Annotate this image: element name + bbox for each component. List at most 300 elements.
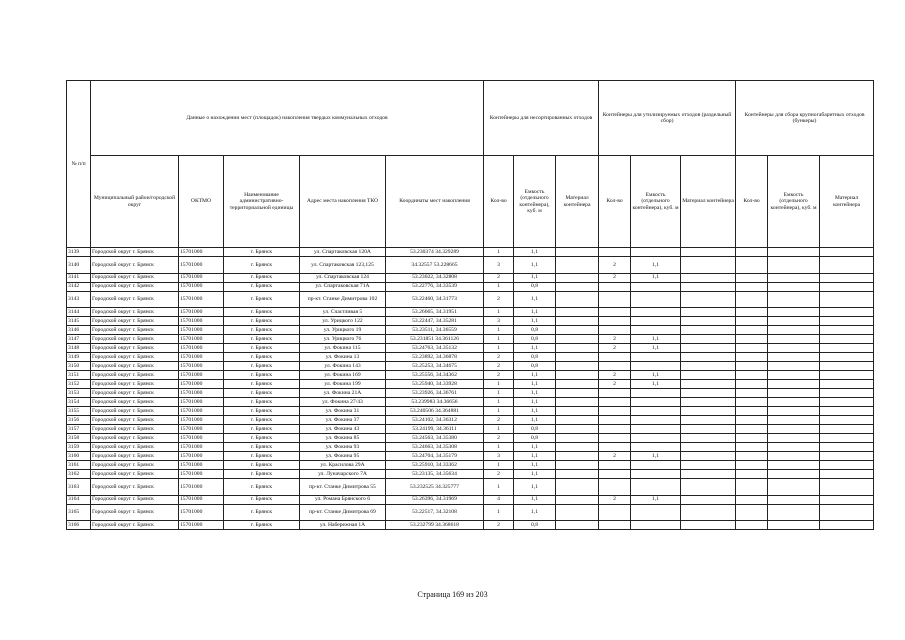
admin-unit-cell: г. Брянск [224,291,300,308]
capacity-unsorted-cell: 0,8 [514,425,556,434]
capacity-bulky-cell [768,291,820,308]
address-cell: ул. Фокина 169 [300,371,386,380]
capacity-recyclable-cell [631,434,681,443]
material-unsorted-cell [556,425,599,434]
row-number: 3145 [67,317,91,326]
coords-cell: 53.22447, 34.35281 [386,317,484,326]
count-recyclable-cell: 2 [599,273,631,282]
table-row [67,521,874,530]
oktmo-cell: 15701000 [179,470,224,479]
capacity-recyclable-cell [631,398,681,407]
capacity-recyclable-cell [631,521,681,530]
coords-cell: 53.240506 34.364881 [386,407,484,416]
address-cell: ул. Фокина 31 [300,407,386,416]
address-cell: ул. Фокина 27/43 [300,398,386,407]
material-bulky-cell [820,398,874,407]
material-bulky-cell [820,335,874,344]
count-bulky-cell [736,326,768,335]
material-recyclable-cell [681,389,736,398]
capacity-recyclable-cell: 1,1 [631,380,681,389]
material-recyclable-cell [681,257,736,274]
header-material-bulky: Материал контейнера [820,156,874,248]
capacity-bulky-cell [768,443,820,452]
material-recyclable-cell [681,461,736,470]
material-unsorted-cell [556,504,599,521]
table-row [67,335,874,344]
capacity-unsorted-cell: 1,1 [514,291,556,308]
table-row [67,504,874,521]
capacity-bulky-cell [768,407,820,416]
material-bulky-cell [820,308,874,317]
admin-unit-cell: г. Брянск [224,353,300,362]
count-bulky-cell [736,504,768,521]
count-recyclable-cell [599,407,631,416]
table-row [67,452,874,461]
material-unsorted-cell [556,248,599,257]
address-cell: ул. Фокина 37 [300,416,386,425]
row-number: 3150 [67,362,91,371]
count-bulky-cell [736,257,768,274]
table-row [67,291,874,308]
municipality-cell: Городской округ г. Брянск [91,452,179,461]
row-number: 3161 [67,461,91,470]
address-cell: ул. Набережная 1А [300,521,386,530]
address-cell: ул. Спартаковская 124 [300,273,386,282]
capacity-recyclable-cell [631,308,681,317]
material-unsorted-cell [556,416,599,425]
material-unsorted-cell [556,398,599,407]
municipality-cell: Городской округ г. Брянск [91,317,179,326]
capacity-unsorted-cell: 0,8 [514,353,556,362]
capacity-recyclable-cell: 1,1 [631,452,681,461]
admin-unit-cell: г. Брянск [224,380,300,389]
count-unsorted-cell: 3 [484,257,514,274]
admin-unit-cell: г. Брянск [224,434,300,443]
material-recyclable-cell [681,291,736,308]
municipality-cell: Городской округ г. Брянск [91,257,179,274]
capacity-recyclable-cell [631,389,681,398]
table-row [67,389,874,398]
address-cell: пр-кт. Станке Димитрова 69 [300,504,386,521]
row-number: 3164 [67,495,91,504]
count-recyclable-cell [599,425,631,434]
material-bulky-cell [820,317,874,326]
capacity-recyclable-cell [631,362,681,371]
count-bulky-cell [736,282,768,291]
capacity-unsorted-cell: 1,1 [514,308,556,317]
count-recyclable-cell: 2 [599,495,631,504]
row-number: 3155 [67,407,91,416]
address-cell: ул. Фокина 85 [300,434,386,443]
municipality-cell: Городской округ г. Брянск [91,407,179,416]
municipality-cell: Городской округ г. Брянск [91,434,179,443]
count-unsorted-cell: 2 [484,362,514,371]
count-unsorted-cell: 1 [484,398,514,407]
capacity-unsorted-cell: 1,1 [514,504,556,521]
count-bulky-cell [736,353,768,362]
count-unsorted-cell: 1 [484,425,514,434]
capacity-recyclable-cell [631,407,681,416]
count-recyclable-cell [599,308,631,317]
count-recyclable-cell [599,398,631,407]
capacity-recyclable-cell [631,291,681,308]
coords-cell: 53.24704, 34.35179 [386,452,484,461]
row-number: 3154 [67,398,91,407]
material-recyclable-cell [681,434,736,443]
capacity-unsorted-cell: 1,1 [514,416,556,425]
capacity-bulky-cell [768,416,820,425]
row-number: 3152 [67,380,91,389]
capacity-recyclable-cell [631,461,681,470]
coords-cell: 53.25253, 34.34675 [386,362,484,371]
oktmo-cell: 15701000 [179,362,224,371]
row-number: 3143 [67,291,91,308]
material-recyclable-cell [681,308,736,317]
count-bulky-cell [736,291,768,308]
capacity-recyclable-cell [631,425,681,434]
count-recyclable-cell [599,434,631,443]
admin-unit-cell: г. Брянск [224,479,300,496]
count-unsorted-cell: 1 [484,326,514,335]
oktmo-cell: 15701000 [179,380,224,389]
capacity-unsorted-cell: 1,1 [514,371,556,380]
count-unsorted-cell: 2 [484,371,514,380]
row-number: 3140 [67,257,91,274]
capacity-recyclable-cell [631,443,681,452]
row-number: 3162 [67,470,91,479]
address-cell: ул. Фокина 115 [300,344,386,353]
capacity-recyclable-cell [631,353,681,362]
municipality-cell: Городской округ г. Брянск [91,308,179,317]
count-bulky-cell [736,443,768,452]
header-admin-unit: Наименование административно-территориальной единицы [224,156,300,248]
header-capacity-unsorted: Емкость (отдельного контейнера), куб. м [514,156,556,248]
municipality-cell: Городской округ г. Брянск [91,248,179,257]
material-bulky-cell [820,521,874,530]
count-unsorted-cell: 1 [484,335,514,344]
capacity-bulky-cell [768,452,820,461]
count-recyclable-cell [599,282,631,291]
coords-cell: 34.32557 53.228665 [386,257,484,274]
admin-unit-cell: г. Брянск [224,407,300,416]
capacity-bulky-cell [768,353,820,362]
count-unsorted-cell: 1 [484,248,514,257]
count-recyclable-cell [599,416,631,425]
capacity-recyclable-cell [631,282,681,291]
address-cell: ул. Романа Брянского 6 [300,495,386,504]
oktmo-cell: 15701000 [179,335,224,344]
capacity-recyclable-cell [631,326,681,335]
admin-unit-cell: г. Брянск [224,248,300,257]
capacity-bulky-cell [768,317,820,326]
capacity-unsorted-cell: 1,1 [514,398,556,407]
coords-cell: 53.23892, 34.36878 [386,353,484,362]
header-count-unsorted: Кол-во [484,156,514,248]
material-unsorted-cell [556,470,599,479]
oktmo-cell: 15701000 [179,371,224,380]
table-row [67,495,874,504]
address-cell: ул. Фокина 93 [300,443,386,452]
material-bulky-cell [820,407,874,416]
admin-unit-cell: г. Брянск [224,495,300,504]
material-recyclable-cell [681,344,736,353]
count-bulky-cell [736,335,768,344]
row-number: 3144 [67,308,91,317]
oktmo-cell: 15701000 [179,273,224,282]
count-recyclable-cell: 2 [599,371,631,380]
capacity-unsorted-cell: 1,1 [514,495,556,504]
material-unsorted-cell [556,291,599,308]
material-bulky-cell [820,452,874,461]
material-unsorted-cell [556,479,599,496]
admin-unit-cell: г. Брянск [224,273,300,282]
capacity-bulky-cell [768,504,820,521]
table-row [67,282,874,291]
material-recyclable-cell [681,398,736,407]
capacity-bulky-cell [768,479,820,496]
material-unsorted-cell [556,434,599,443]
coords-cell: 53.24199, 34.36111 [386,425,484,434]
material-unsorted-cell [556,308,599,317]
oktmo-cell: 15701000 [179,443,224,452]
capacity-bulky-cell [768,362,820,371]
count-recyclable-cell [599,362,631,371]
oktmo-cell: 15701000 [179,521,224,530]
row-number: 3158 [67,434,91,443]
oktmo-cell: 15701000 [179,495,224,504]
count-bulky-cell [736,317,768,326]
count-unsorted-cell: 1 [484,504,514,521]
municipality-cell: Городской округ г. Брянск [91,326,179,335]
material-unsorted-cell [556,380,599,389]
row-number: 3166 [67,521,91,530]
header-municipality: Муниципальный район/городской округ [91,156,179,248]
count-unsorted-cell: 2 [484,353,514,362]
coords-cell: 53.23022, 34.32808 [386,273,484,282]
material-recyclable-cell [681,470,736,479]
municipality-cell: Городской округ г. Брянск [91,282,179,291]
table-row [67,380,874,389]
capacity-bulky-cell [768,389,820,398]
capacity-unsorted-cell: 0,8 [514,362,556,371]
material-recyclable-cell [681,407,736,416]
capacity-bulky-cell [768,248,820,257]
coords-cell: 53.24102, 34.36312 [386,416,484,425]
material-unsorted-cell [556,389,599,398]
material-recyclable-cell [681,479,736,496]
admin-unit-cell: г. Брянск [224,389,300,398]
capacity-unsorted-cell: 1,1 [514,461,556,470]
municipality-cell: Городской округ г. Брянск [91,470,179,479]
count-bulky-cell [736,273,768,282]
table-row [67,308,874,317]
oktmo-cell: 15701000 [179,389,224,398]
capacity-recyclable-cell [631,504,681,521]
coords-cell: 53.232525 34.325777 [386,479,484,496]
header-material-unsorted: Материал контейнера [556,156,599,248]
oktmo-cell: 15701000 [179,479,224,496]
count-bulky-cell [736,461,768,470]
count-recyclable-cell: 2 [599,380,631,389]
material-unsorted-cell [556,317,599,326]
coords-cell: 53.23511, 34.36559 [386,326,484,335]
admin-unit-cell: г. Брянск [224,371,300,380]
capacity-unsorted-cell: 1,1 [514,248,556,257]
coords-cell: 53.23135, 34.35634 [386,470,484,479]
oktmo-cell: 15701000 [179,326,224,335]
capacity-unsorted-cell: 1,1 [514,273,556,282]
oktmo-cell: 15701000 [179,398,224,407]
coords-cell: 53.26665, 34.31951 [386,308,484,317]
row-number: 3160 [67,452,91,461]
count-unsorted-cell: 3 [484,452,514,461]
municipality-cell: Городской округ г. Брянск [91,495,179,504]
capacity-unsorted-cell: 1,1 [514,443,556,452]
table-row [67,371,874,380]
count-bulky-cell [736,495,768,504]
row-number: 3151 [67,371,91,380]
coords-cell: 53.230374 34.329289 [386,248,484,257]
count-recyclable-cell [599,521,631,530]
header-material-recyclable: Материал контейнера [681,156,736,248]
capacity-recyclable-cell [631,470,681,479]
address-cell: ул. Луначарского 7А [300,470,386,479]
coords-cell: 53.232799 34.368618 [386,521,484,530]
material-bulky-cell [820,362,874,371]
material-recyclable-cell [681,282,736,291]
address-cell: ул. Красилова 29А [300,461,386,470]
address-cell: ул. Фокина 199 [300,380,386,389]
header-unsorted-group: Контейнеры для несортированных отходов [484,81,599,156]
material-bulky-cell [820,380,874,389]
count-unsorted-cell: 1 [484,443,514,452]
count-recyclable-cell: 2 [599,452,631,461]
table-row [67,479,874,496]
capacity-bulky-cell [768,282,820,291]
count-recyclable-cell [599,504,631,521]
capacity-recyclable-cell [631,248,681,257]
oktmo-cell: 15701000 [179,461,224,470]
material-bulky-cell [820,389,874,398]
material-unsorted-cell [556,326,599,335]
count-bulky-cell [736,389,768,398]
oktmo-cell: 15701000 [179,344,224,353]
capacity-bulky-cell [768,335,820,344]
address-cell: ул. Фокина 95 [300,452,386,461]
capacity-unsorted-cell: 1,1 [514,479,556,496]
table-row [67,434,874,443]
material-unsorted-cell [556,371,599,380]
admin-unit-cell: г. Брянск [224,326,300,335]
count-unsorted-cell: 2 [484,521,514,530]
table-row [67,470,874,479]
header-count-bulky: Кол-во [736,156,768,248]
count-unsorted-cell: 2 [484,470,514,479]
material-recyclable-cell [681,317,736,326]
capacity-unsorted-cell: 1,1 [514,470,556,479]
row-number: 3165 [67,504,91,521]
count-unsorted-cell: 1 [484,344,514,353]
municipality-cell: Городской округ г. Брянск [91,479,179,496]
capacity-bulky-cell [768,470,820,479]
coords-cell: 53.25910, 34.33362 [386,461,484,470]
count-recyclable-cell [599,479,631,496]
table-row [67,353,874,362]
material-bulky-cell [820,470,874,479]
admin-unit-cell: г. Брянск [224,452,300,461]
count-recyclable-cell: 2 [599,335,631,344]
capacity-unsorted-cell: 1,1 [514,257,556,274]
address-cell: ул. Урицкого 76 [300,335,386,344]
municipality-cell: Городской округ г. Брянск [91,389,179,398]
material-unsorted-cell [556,521,599,530]
table-row [67,398,874,407]
capacity-bulky-cell [768,257,820,274]
count-bulky-cell [736,521,768,530]
admin-unit-cell: г. Брянск [224,470,300,479]
capacity-bulky-cell [768,326,820,335]
address-cell: ул. Урицкого 19 [300,326,386,335]
oktmo-cell: 15701000 [179,317,224,326]
material-bulky-cell [820,504,874,521]
admin-unit-cell: г. Брянск [224,425,300,434]
oktmo-cell: 15701000 [179,257,224,274]
admin-unit-cell: г. Брянск [224,398,300,407]
oktmo-cell: 15701000 [179,282,224,291]
capacity-bulky-cell [768,380,820,389]
capacity-recyclable-cell: 1,1 [631,335,681,344]
count-recyclable-cell [599,443,631,452]
address-cell: пр-кт. Станке Димитрова 102 [300,291,386,308]
material-bulky-cell [820,425,874,434]
row-number: 3148 [67,344,91,353]
address-cell: ул. Счастливая 5 [300,308,386,317]
material-bulky-cell [820,248,874,257]
material-bulky-cell [820,291,874,308]
header-capacity-recyclable: Емкость (отдельного контейнера), куб. м [631,156,681,248]
count-recyclable-cell: 2 [599,344,631,353]
count-unsorted-cell: 1 [484,407,514,416]
count-unsorted-cell: 4 [484,495,514,504]
count-bulky-cell [736,425,768,434]
row-number: 3157 [67,425,91,434]
count-bulky-cell [736,371,768,380]
municipality-cell: Городской округ г. Брянск [91,521,179,530]
municipality-cell: Городской округ г. Брянск [91,425,179,434]
municipality-cell: Городской округ г. Брянск [91,353,179,362]
coords-cell: 53.239983 34.36656 [386,398,484,407]
count-recyclable-cell [599,461,631,470]
coords-cell: 53.22460, 34.31773 [386,291,484,308]
capacity-bulky-cell [768,308,820,317]
coords-cell: 53.24663, 34.35308 [386,443,484,452]
row-number: 3141 [67,273,91,282]
header-bulky-group: Контейнеры для сбора крупногабаритных отходов (бункеры) [736,81,874,156]
header-num: № п/п [67,81,91,248]
material-unsorted-cell [556,443,599,452]
material-recyclable-cell [681,248,736,257]
oktmo-cell: 15701000 [179,434,224,443]
count-bulky-cell [736,380,768,389]
admin-unit-cell: г. Брянск [224,317,300,326]
row-number: 3146 [67,326,91,335]
capacity-recyclable-cell [631,317,681,326]
material-unsorted-cell [556,362,599,371]
coords-cell: 53.25940, 34.33928 [386,380,484,389]
count-unsorted-cell: 2 [484,434,514,443]
count-recyclable-cell [599,389,631,398]
count-bulky-cell [736,434,768,443]
